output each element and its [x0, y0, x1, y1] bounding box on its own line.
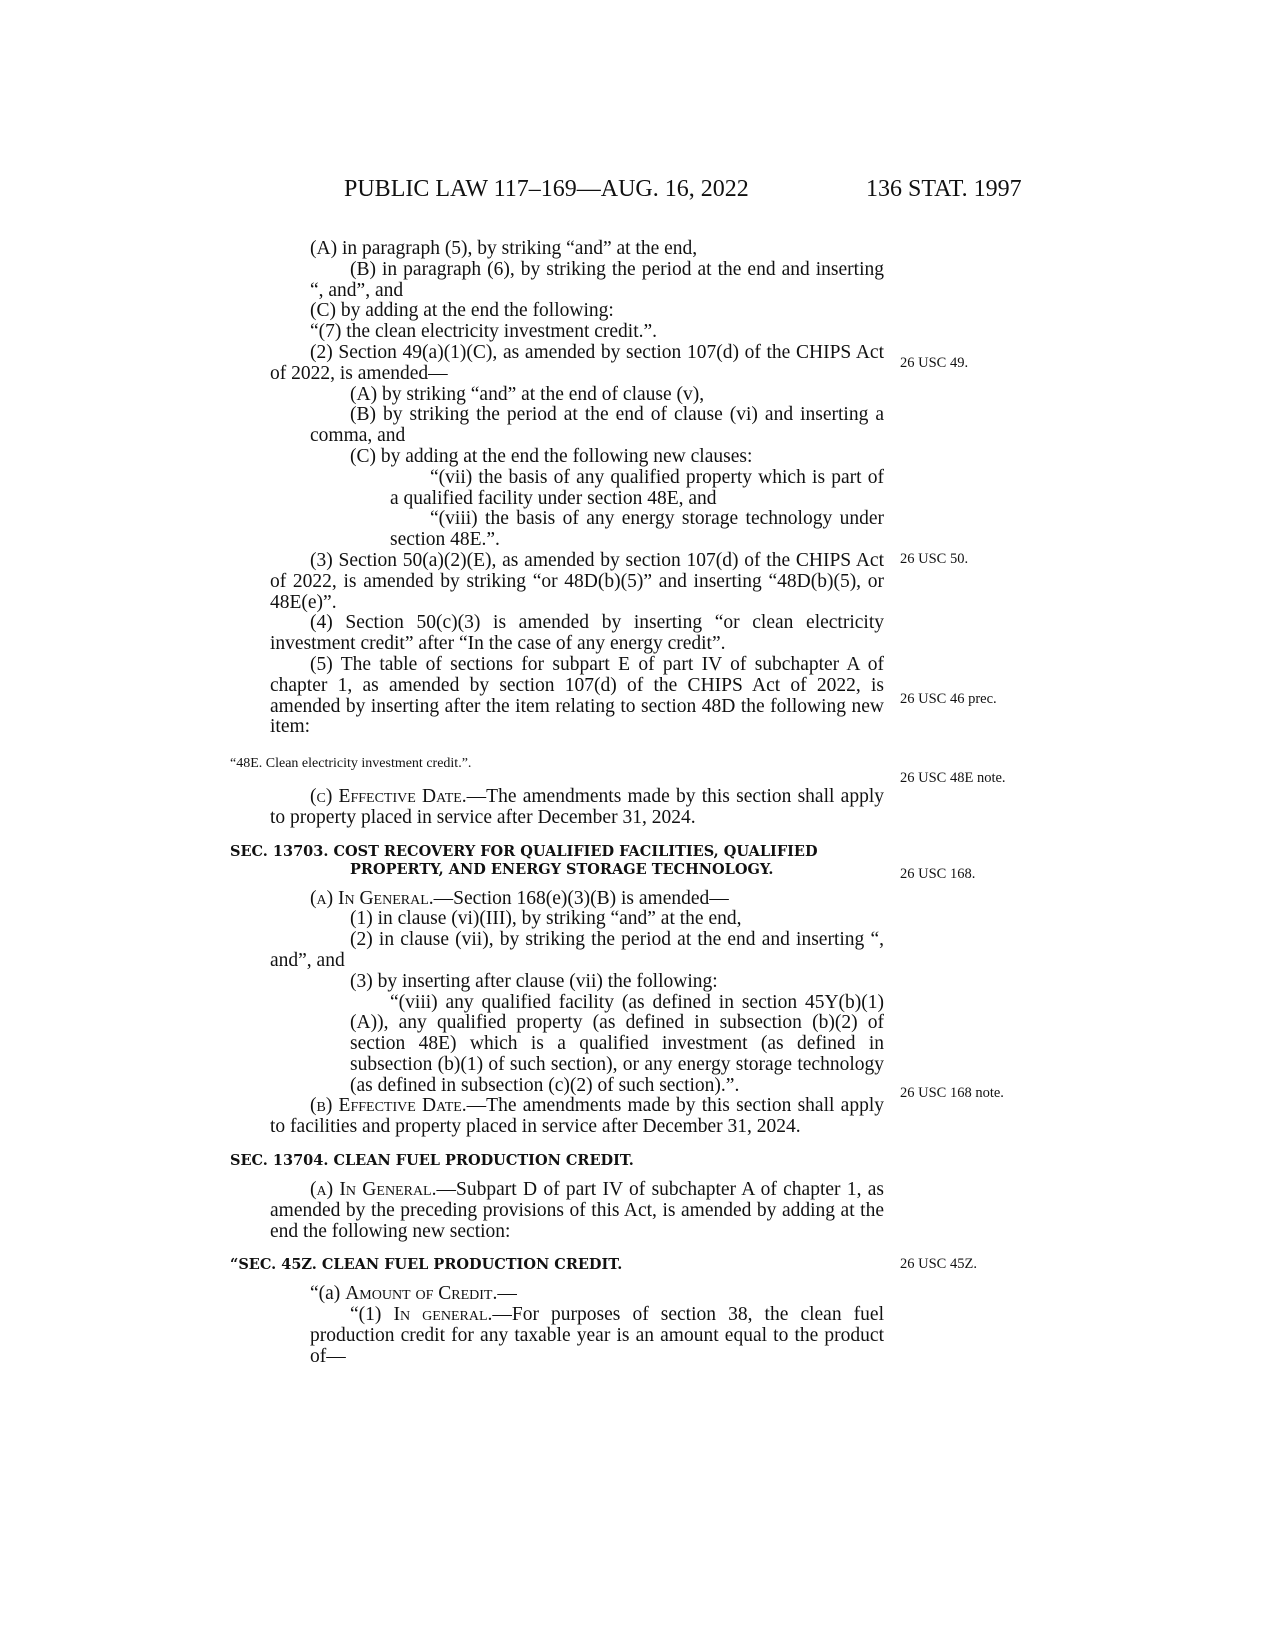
margin-note: 26 USC 168.: [900, 866, 976, 882]
section-heading-line: PROPERTY, AND ENERGY STORAGE TECHNOLOGY.: [350, 860, 774, 878]
running-head: PUBLIC LAW 117–169—AUG. 16, 2022: [344, 176, 749, 202]
heading-label: In general.: [393, 1304, 493, 1326]
paragraph: (B) by striking the period at the end of clause (vi) and inserting a comma, and: [310, 404, 884, 447]
paragraph: (4) Section 50(c)(3) is amended by inserting “or clean electricity investment credit” after “In the case of any energy credit”.: [270, 612, 884, 655]
paragraph: (A) by striking “and” at the end of clause (v),: [350, 383, 705, 405]
paragraph: (5) The table of sections for subpart E of part IV of subchapter A of chapter 1, as amended by section 107(d) of the CHIPS Act of 2022, is amended by inserting after the item relating to section 48D the following new item:: [270, 653, 884, 738]
margin-note: 26 USC 49.: [900, 355, 969, 371]
heading-label: (c) Effective Date.: [310, 785, 467, 807]
paragraph: “(viii) any qualified facility (as defined in section 45Y(b)(1)(A)), any qualified property (as defined in subsection (b)(2) of section 48E) which is a qualified investment (as defined in subsection (b)(1) of such section), or any energy storage technology (as defined in subsection (c)(2) of such section).”.: [350, 991, 884, 1096]
paragraph: (3) by inserting after clause (vii) the following:: [350, 970, 718, 992]
section-heading: [230, 843, 884, 879]
paragraph-text: —The amendments made by this section shall apply to property placed in service after December 31, 2024.: [270, 785, 884, 828]
margin-note: 26 USC 46 prec.: [900, 691, 997, 707]
margin-note: 26 USC 168 note.: [900, 1085, 1004, 1101]
margin-note: 26 USC 50.: [900, 551, 969, 567]
paragraph-text: —Subpart D of part IV of subchapter A of chapter 1, as amended by the preceding provisions of this Act, is amended by adding at the end the following new section:: [270, 1179, 884, 1242]
paragraph-text: —Section 168(e)(3)(B) is amended—: [433, 887, 729, 909]
paragraph: (B) in paragraph (6), by striking the period at the end and inserting “, and”, and: [310, 258, 884, 301]
paragraph: [270, 1180, 884, 1242]
table-of-sections-item: “48E. Clean electricity investment credit.”.: [230, 756, 472, 772]
heading-label: Amount of Credit.: [345, 1283, 498, 1305]
paragraph: (3) Section 50(a)(2)(E), as amended by section 107(d) of the CHIPS Act of 2022, is amended by striking “or 48D(b)(5)” and inserting “48D(b)(5), or 48E(e)”.: [270, 549, 884, 613]
paragraph: “(viii) the basis of any energy storage technology under section 48E.”.: [390, 508, 884, 551]
paragraph: [270, 1284, 884, 1305]
paragraph: [270, 889, 884, 910]
paragraph-text: —The amendments made by this section shall apply to facilities and property placed in service after December 31, 2024.: [270, 1095, 884, 1138]
paragraph: (C) by adding at the end the following new clauses:: [350, 445, 753, 467]
paragraph: (1) in clause (vi)(III), by striking “and” at the end,: [350, 908, 742, 930]
paragraph: (C) by adding at the end the following:: [310, 300, 614, 322]
heading-label: (a) In General.: [310, 1179, 437, 1201]
paragraph: “(7) the clean electricity investment credit.”.: [310, 321, 658, 343]
heading-label: (a) In General.: [310, 887, 434, 909]
page-number: 136 STAT. 1997: [866, 176, 1022, 202]
paragraph-text: —For purposes of section 38, the clean fuel production credit for any taxable year is an amount equal to the product of—: [310, 1304, 884, 1367]
margin-note: 26 USC 48E note.: [900, 770, 1006, 786]
paragraph-text: “(1): [350, 1304, 394, 1326]
section-heading-line: SEC. 13703. COST RECOVERY FOR QUALIFIED FACILITIES, QUALIFIED: [230, 842, 818, 860]
paragraph: (A) in paragraph (5), by striking “and” at the end,: [310, 238, 698, 259]
margin-note: 26 USC 45Z.: [900, 1256, 977, 1272]
heading-label: (b) Effective Date.: [310, 1095, 467, 1117]
paragraph: [270, 787, 884, 829]
section-heading: “SEC. 45Z. CLEAN FUEL PRODUCTION CREDIT.: [230, 1256, 623, 1274]
paragraph-text: “(a): [310, 1283, 346, 1305]
section-heading: SEC. 13704. CLEAN FUEL PRODUCTION CREDIT.: [230, 1152, 634, 1170]
paragraph: “(vii) the basis of any qualified property which is part of a qualified facility under section 48E, and: [390, 466, 884, 509]
paragraph: [270, 1096, 884, 1138]
paragraph: (2) in clause (vii), by striking the period at the end and inserting “, and”, and: [270, 929, 884, 971]
paragraph: (2) Section 49(a)(1)(C), as amended by section 107(d) of the CHIPS Act of 2022, is amended—: [270, 341, 884, 384]
paragraph: [270, 1305, 884, 1367]
paragraph-text: —: [497, 1283, 517, 1305]
body-text: [230, 238, 884, 1368]
